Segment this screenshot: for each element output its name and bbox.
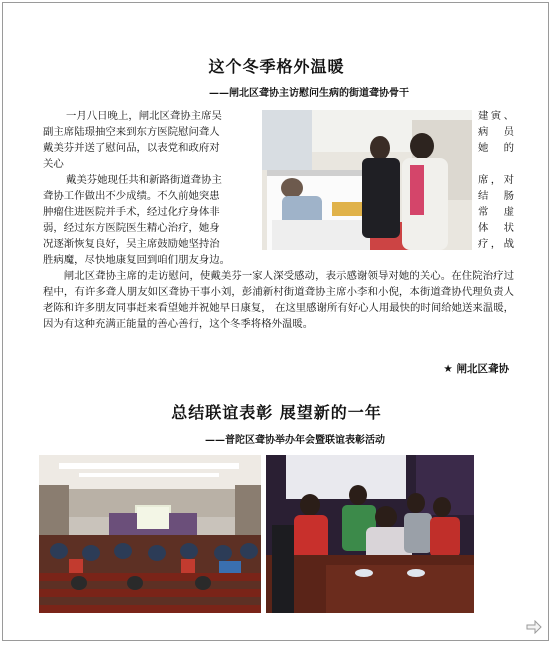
meeting-hall-photo [39, 455, 261, 613]
article1-signature: ★ 闸北区聋协 [443, 363, 509, 375]
text-line: 戴美芬她现任共和新路街道聋协主 [66, 174, 222, 186]
text-line: 建寅、 [478, 110, 514, 122]
next-page-arrow-icon[interactable] [526, 619, 542, 633]
text-line: 胜病魔，尽快地康复回到咱们朋友身边。 [43, 254, 231, 266]
text-line: 副主席陆璟抽空来到东方医院慰问聋人 [43, 126, 220, 138]
article1-para3: 闸北区聋协主席的走访慰问，使戴美芬一家人深受感动，表示感谢领导对她的关心。在住院治疗过程中，有许多聋人朋友如区聋协干事小刘，彭浦新村街道聋协主席小李和小倪，本街道聋协代理负责人老陈和许多朋友同事赶来看望她并祝她早日康复， 在这里感谢所有好心人用最快的时间给她送来温暖，因为有这种充满正能量的善心善行，这个冬季将格外温暖。 [43, 270, 514, 330]
text-line: 常 虚 [478, 206, 514, 218]
text-line: 结 肠 [478, 190, 514, 202]
text-line: 戴美芬并送了慰问品，以表党和政府对 [43, 142, 220, 154]
text-line: 聋协工作做出不少成绩。不久前她突患 [43, 190, 220, 202]
text-line: 一月八日晚上，闸北区聋协主席吴 [66, 110, 222, 122]
text-line: 弱，经过东方医院医生精心治疗，她身 [43, 222, 220, 234]
text-line: 关心 [43, 158, 64, 170]
award-activity-photo [266, 455, 474, 613]
article2-title: 总结联谊表彰 展望新的一年 [171, 403, 382, 422]
hospital-visit-photo [262, 110, 472, 250]
article1-para1-right [478, 108, 514, 156]
text-line: 她 的 [478, 142, 514, 154]
text-line: 肿瘤住进医院并手术，经过化疗身体非 [43, 206, 220, 218]
article1-title: 这个冬季格外温暖 [208, 57, 345, 76]
article1-para2-right [478, 172, 514, 252]
text-line: 席，对 [478, 174, 514, 186]
text-line: 病 员 [478, 126, 514, 138]
article1-subtitle: ——闸北区聋协主访慰问生病的街道聋协骨干 [209, 88, 409, 99]
text-line: 况逐渐恢复良好，吴主席鼓励她坚持治 [43, 238, 220, 250]
text-line: 疗，战 [478, 238, 514, 250]
text-line: 体 状 [478, 222, 514, 234]
article2-subtitle: ——普陀区聋协举办年会暨联谊表彰活动 [205, 435, 385, 446]
